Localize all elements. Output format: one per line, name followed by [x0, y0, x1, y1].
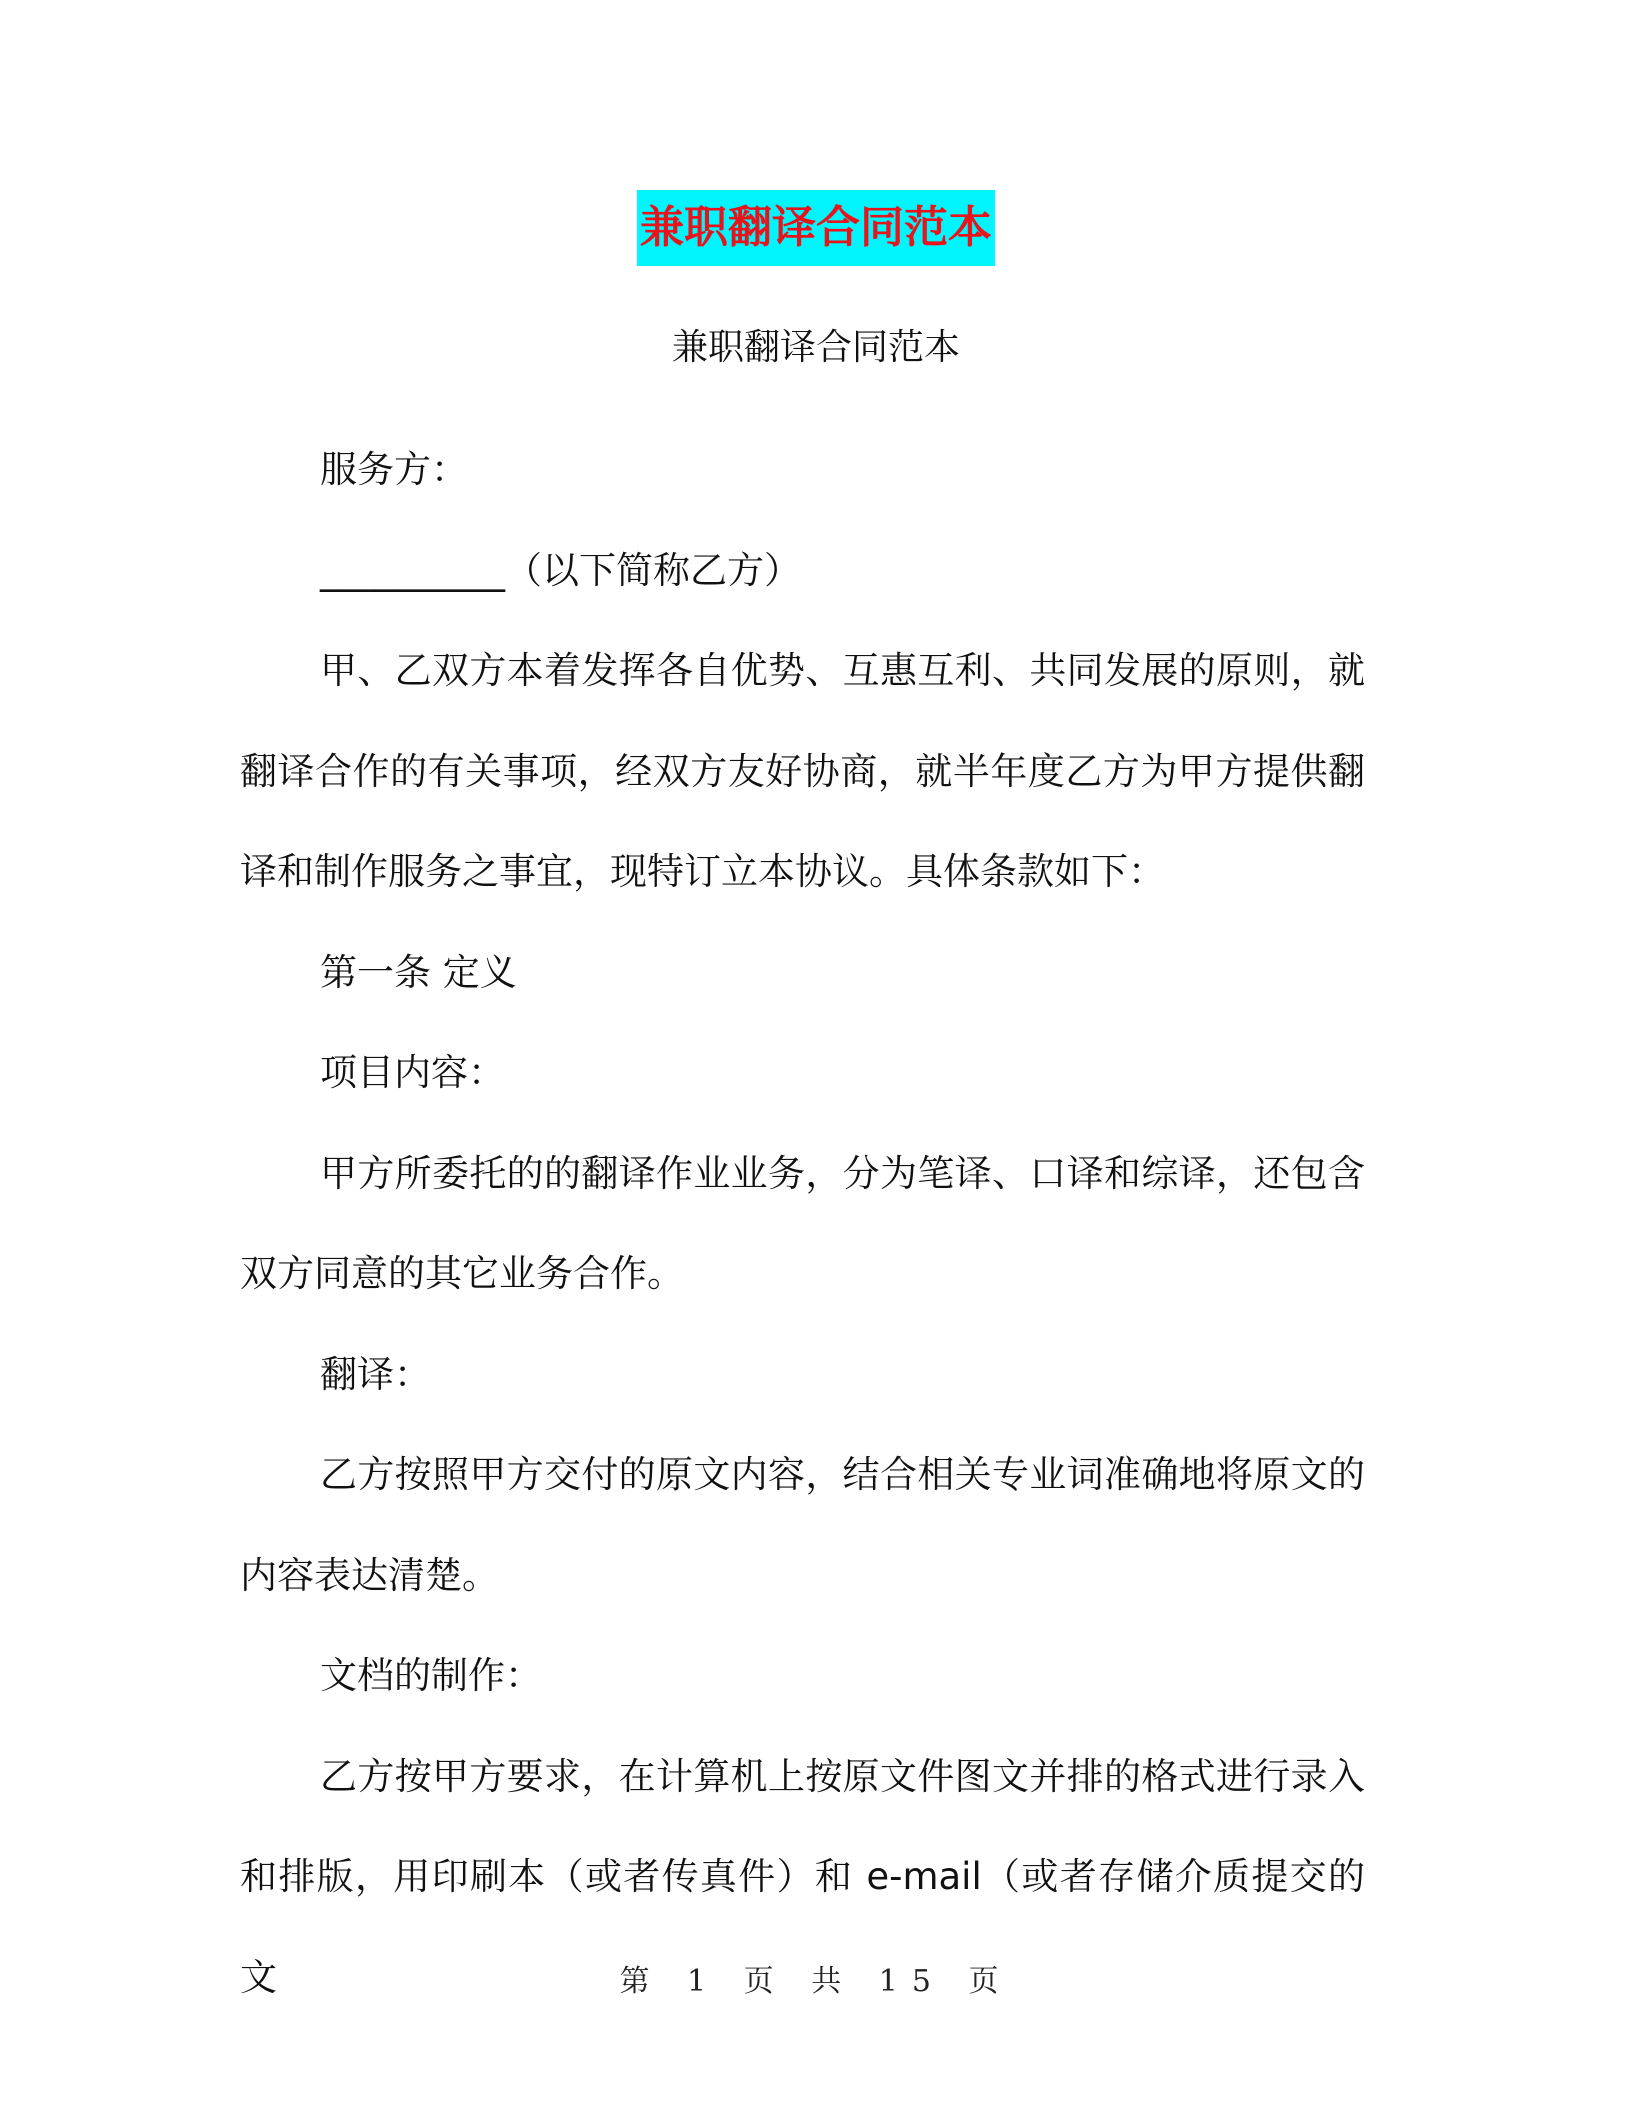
paragraph-project-content-label: 项目内容： [320, 1051, 505, 1094]
paragraph-translation: 乙方按照甲方交付的原文内容，结合相关专业词准确地将原文的内容表达清楚。 [240, 1453, 1365, 1597]
document-subtitle: 兼职翻译合同范本 [671, 327, 960, 368]
paragraph-service-party: 服务方： [320, 448, 468, 491]
document-body [240, 420, 1365, 2028]
paragraph-doc-production: 乙方按甲方要求，在计算机上按原文件图文并排的格式进行录入和排版，用印刷本（或者传真件）和 e-mail（或者存储介质提交的文 [240, 1754, 1365, 1999]
title-container [0, 190, 1632, 266]
document-title: 兼职翻译合同范本 [637, 190, 995, 266]
paragraph-translation-label: 翻译： [320, 1352, 431, 1396]
page-footer: 第 1 页 共 15 页 [619, 1964, 1013, 1999]
paragraph-project-content: 甲方所委托的的翻译作业业务，分为笔译、口译和综译，还包含双方同意的其它业务合作。 [240, 1151, 1365, 1295]
paragraph-party-b-blank: __________（以下简称乙方） [320, 548, 801, 592]
paragraph-doc-production-label: 文档的制作： [320, 1654, 542, 1697]
paragraph-article-1-heading: 第一条 定义 [320, 950, 517, 994]
paragraph-preamble: 甲、乙双方本着发挥各自优势、互惠互利、共同发展的原则，就翻译合作的有关事项，经双方友好协商，就半年度乙方为甲方提供翻译和制作服务之事宜，现特订立本协议。具体条款如下： [240, 649, 1365, 893]
